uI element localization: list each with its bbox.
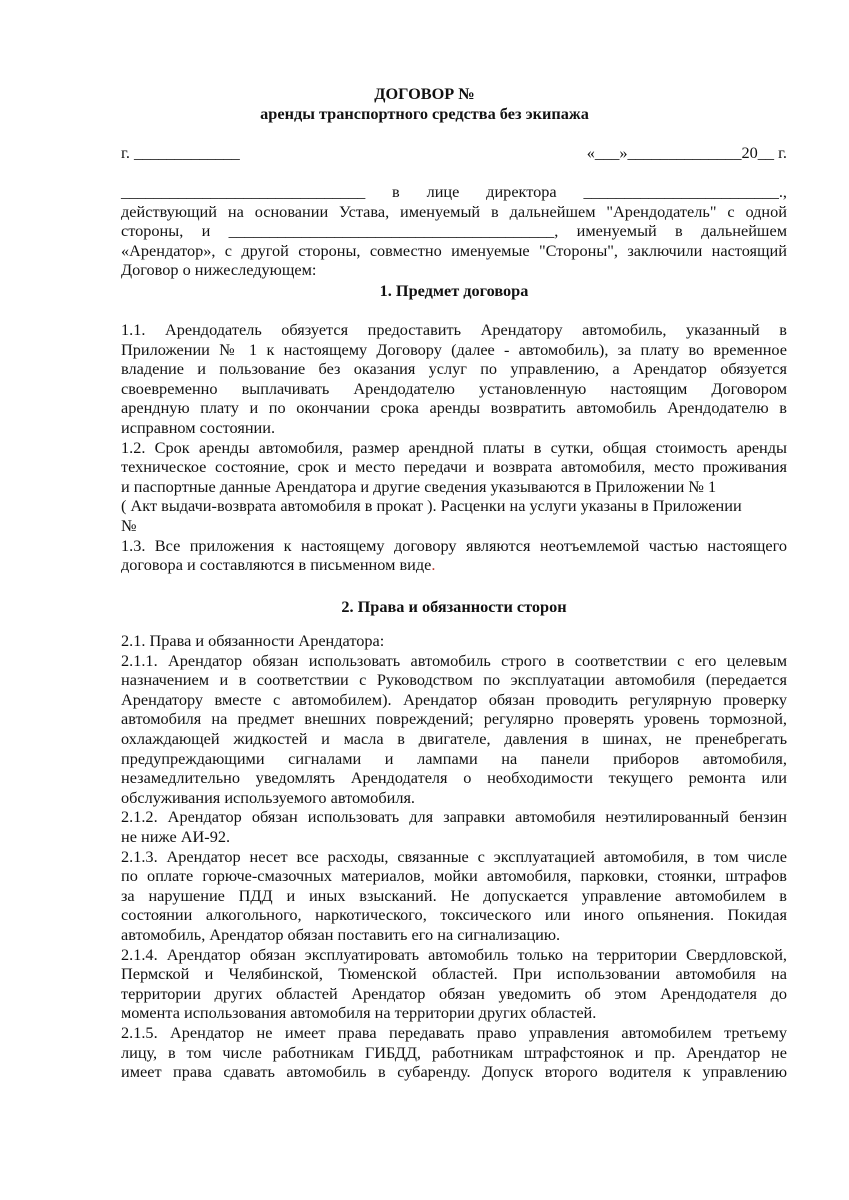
section-2-line: Пермской и Челябинской, Тюменской областей. При использовании автомобиля на [121, 964, 787, 984]
section-1-line: 1.1. Арендодатель обязуется предоставить Арендатору автомобиль, указанный в [121, 320, 787, 339]
section-2-line: 2.1.4. Арендатор обязан эксплуатировать автомобиль только на территории Свердловской, [121, 944, 787, 964]
section-2-line: Арендатору вместе с автомобилем). Арендатор обязан проводить регулярную проверку [121, 689, 787, 709]
section-1-line: ( Акт выдачи-возврата автомобиля в прокат ). Расценки на услуги указаны в Приложении [121, 496, 742, 516]
city-field: г. _____________ [121, 143, 240, 162]
section-2-line: не ниже АИ-92. [121, 827, 231, 846]
section-2-line: состоянии алкогольного, наркотического, токсического или иного опьянения. Покидая [121, 905, 787, 925]
section-1-line: 1.3. Все приложения к настоящему договору являются неотъемлемой частью настоящего [121, 535, 787, 555]
document-subtitle: аренды транспортного средства без экипажа [260, 104, 589, 123]
section-2-line: 2.1.5. Арендатор не имеет права передавать право управления автомобилем третьему [121, 1023, 787, 1042]
intro-line: «Арендатор», с другой стороны, совместно именуемые "Стороны", заключили настоящий [121, 240, 787, 260]
section-2-line: автомобиль, Арендатор обязан поставить его на сигнализацию. [121, 925, 561, 944]
section-2-line: охлаждающей жидкостей и масла в двигателе, давления в шинах, не пренебрегать [121, 729, 787, 748]
section-2-line: незамедлительно уведомлять Арендодателя о необходимости текущего ремонта или [121, 768, 787, 788]
section-2-line: за нарушение ПДД и иных взысканий. Не допускается управление автомобилем в [121, 885, 787, 905]
section-2-line: 2.1.3. Арендатор несет все расходы, связанные с эксплуатацией автомобиля, в том числе [121, 846, 787, 866]
date-field: «___»______________20__ г. [586, 143, 787, 162]
section-2-line: предупреждающими сигналами и лампами на панели приборов автомобиля, [121, 748, 787, 768]
document-title: ДОГОВОР № [374, 84, 475, 103]
intro-line: стороны, и ________________________________________, именуемый в дальнейшем [121, 221, 787, 241]
section-1-line: и паспортные данные Арендатора и другие сведения указываются в Приложении № 1 [121, 476, 717, 496]
section-2-line: по оплате горюче-смазочных материалов, мойки автомобиля, парковки, стоянки, штрафов [121, 866, 787, 886]
section-1-line: № [121, 516, 137, 535]
intro-line: действующий на основании Устава, именуемый в дальнейшем "Арендодатель" с одной [121, 201, 787, 221]
section-1-line: техническое состояние, срок и место передачи и возврата автомобиля, место проживания [121, 457, 787, 477]
intro-line: Договор о нижеследующем: [121, 260, 317, 280]
section-2-line: лицу, в том числе работникам ГИБДД, работникам штрафстоянок и пр. Арендатор не [121, 1042, 787, 1062]
section-1-line: арендную плату и по окончании срока аренды возвратить автомобиль Арендодателю в [121, 398, 787, 418]
intro-line: ______________________________ в лице директора ________________________., [121, 182, 787, 201]
section-2-line: назначением и в соответствии с Руководством по эксплуатации автомобиля (передается [121, 670, 787, 690]
section-1-heading: 1. Предмет договора [379, 281, 529, 300]
section-2-heading: 2. Права и обязанности сторон [341, 597, 567, 616]
section-2-line: автомобиля на предмет внешних повреждений; регулярно проверять уровень тормозной, [121, 709, 787, 729]
section-1-line: договора и составляются в письменном виде. [121, 555, 436, 575]
section-1-line: Приложении № 1 к настоящему Договору (далее - автомобиль), за плату во временное [121, 339, 787, 359]
section-1-line: 1.2. Срок аренды автомобиля, размер арендной платы в сутки, общая стоимость аренды [121, 437, 787, 457]
section-2-line: момента использования автомобиля на территории других областей. [121, 1003, 597, 1023]
section-2-line: территории других областей Арендатор обязан уведомить об этом Арендодателя до [121, 983, 787, 1003]
section-2-line: 2.1.2. Арендатор обязан использовать для заправки автомобиля неэтилированный бензин [121, 807, 787, 827]
section-2-line: обслуживания используемого автомобиля. [121, 787, 416, 807]
section-2-line: 2.1. Права и обязанности Арендатора: [121, 631, 385, 650]
section-1-line: своевременно выплачивать Арендодателю установленную настоящим Договором [121, 378, 787, 398]
section-2-line: 2.1.1. Арендатор обязан использовать автомобиль строго в соответствии с его целевым [121, 650, 787, 670]
section-2-line: имеет права сдавать автомобиль в субаренду. Допуск второго водителя к управлению [121, 1062, 787, 1082]
red-period: . [431, 555, 436, 575]
section-1-line: владение и пользование без оказания услуг по управлению, а Арендатор обязуется [121, 359, 787, 379]
section-1-line: исправном состоянии. [121, 418, 276, 437]
